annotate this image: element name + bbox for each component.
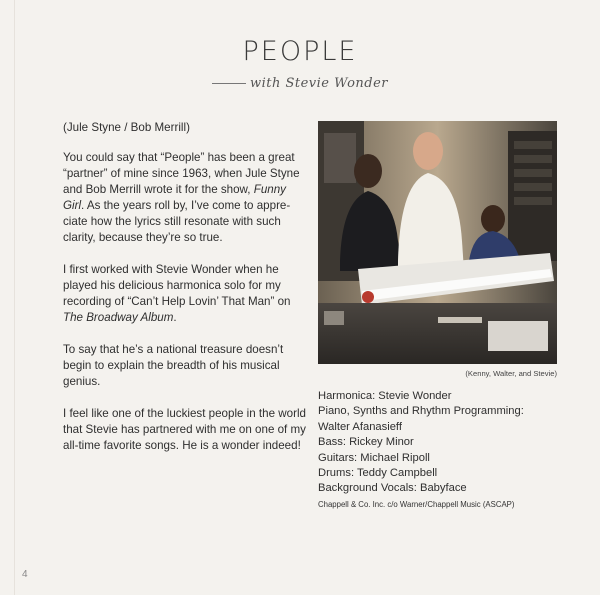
p1-show-title: Funny Girl (63, 183, 286, 212)
p2-album-title: The Broadway Album (63, 311, 174, 324)
credit-line: Background Vocals: Babyface (318, 482, 467, 495)
studio-photo (318, 121, 557, 364)
p1-text-a: You could say that “People” has been a great “partner” of mine since 1963, when Jule Styne and Bob Merrill wrote it for the show, (63, 151, 300, 196)
page-number: 4 (22, 569, 28, 580)
notes-paragraph-1 (63, 150, 308, 246)
notes-paragraph-3: To say that he’s a national treasure doesn’t begin to explain the breadth of his musical genius. (63, 343, 284, 388)
credit-line: Harmonica: Stevie Wonder (318, 390, 452, 402)
liner-notes (63, 120, 308, 470)
notes-paragraph-4: I feel like one of the luckiest people in the world that Stevie has partnered with me on one of my all-time favorite songs. He is a wonder indeed! (63, 407, 306, 452)
credit-line: Drums: Teddy Campbell (318, 467, 438, 480)
p2-text-b: . (173, 311, 177, 324)
musician-credits (318, 389, 568, 497)
credit-line: Walter Afanasieff (318, 420, 402, 433)
p2-text-a: I first worked with Stevie Wonder when he played his delicious harmonica solo for my recording of “Can’t Help Lovin’ That Man” on (63, 263, 291, 308)
credit-line: Guitars: Michael Ripoll (318, 451, 430, 464)
p1-text-b: . As the years roll by, I’ve come to appreciate how the lyrics still resonate with such clarity, because they’re so true. (63, 199, 291, 244)
subtitle-text: with Stevie Wonder (249, 76, 389, 91)
credit-line: Bass: Rickey Minor (318, 436, 414, 449)
writers-credit: (Jule Styne / Bob Merrill) (63, 121, 190, 134)
notes-paragraph-2 (63, 262, 308, 326)
credit-line: Piano, Synths and Rhythm Programming: (318, 405, 524, 418)
studio-photo-illustration (318, 121, 557, 364)
song-title: PEOPLE (242, 36, 358, 67)
publisher-credit: Chappell & Co. Inc. c/o Warner/Chappell Music (ASCAP) (318, 500, 515, 509)
subtitle-rule (212, 83, 246, 84)
photo-caption: (Kenny, Walter, and Stevie) (465, 369, 557, 378)
song-subtitle (0, 76, 600, 91)
